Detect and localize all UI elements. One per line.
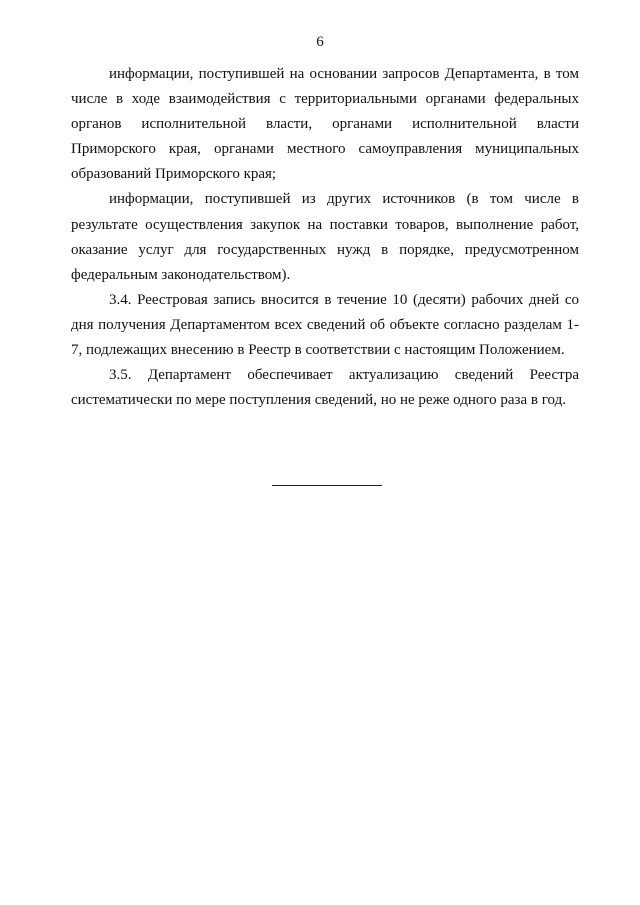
document-body — [71, 62, 579, 413]
page-number: 6 — [316, 34, 324, 50]
paragraph-info-departments: информации, поступившей на основании запросов Департамента, в том числе в ходе взаимодействия с территориальными органами федеральных органов исполнительной власти, органами исполнительной власти Приморского края, органами местного самоуправления муниципальных образований Приморского края; — [71, 66, 579, 183]
end-of-text-rule — [272, 485, 382, 486]
paragraph-3-4: 3.4. Реестровая запись вносится в течение 10 (десяти) рабочих дней со дня получения Департаментом всех сведений об объекте согласно разделам 1-7, подлежащих внесению в Реестр в соответствии с настоящим Положением. — [71, 291, 579, 359]
paragraph-3-5: 3.5. Департамент обеспечивает актуализацию сведений Реестра систематически по мере поступления сведений, но не реже одного раза в год. — [71, 367, 579, 409]
paragraph-info-other-sources: информации, поступившей из других источников (в том числе в результате осуществления закупок на поставки товаров, выполнение работ, оказание услуг для государственных нужд в порядке, предусмотренном федеральным законодательством). — [71, 191, 579, 283]
